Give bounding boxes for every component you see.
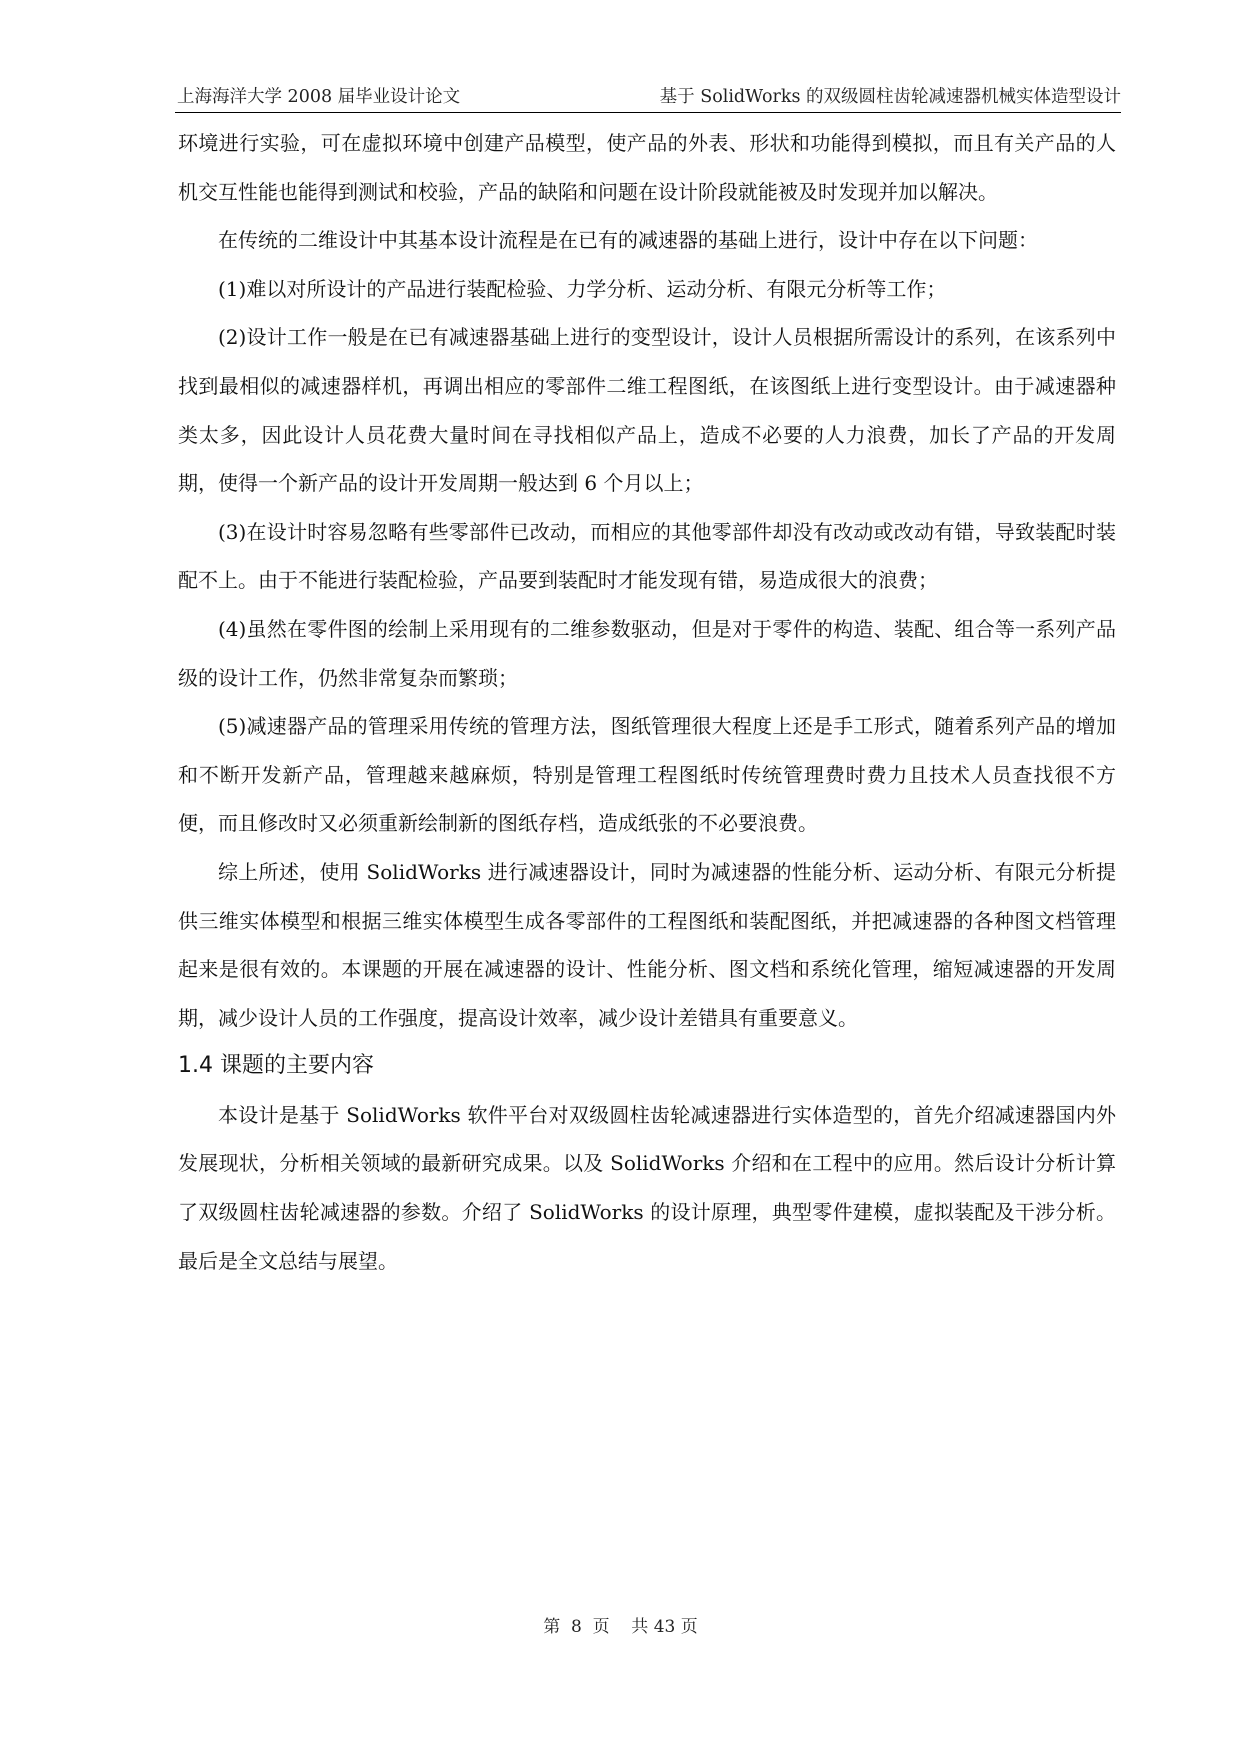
document-body [178,119,1116,1285]
header-paper-title: 基于 SolidWorks 的双级圆柱齿轮减速器机械实体造型设计 [659,87,1121,107]
paragraph-summary: 综上所述，使用 SolidWorks 进行减速器设计，同时为减速器的性能分析、运动分析、有限元分析提供三维实体模型和根据三维实体模型生成各零部件的工程图纸和装配图纸，并把减速器的各种图文档管理起来是很有效的。本课题的开展在减速器的设计、性能分析、图文档和系统化管理，缩短减速器的开发周期，减少设计人员的工作强度，提高设计效率，减少设计差错具有重要意义。 [178,859,1116,1030]
page-number: 第 8 页 共 43 页 [543,1617,698,1637]
running-header [175,82,1121,113]
paragraph-problems-intro: 在传统的二维设计中其基本设计流程是在已有的减速器的基础上进行，设计中存在以下问题： [218,228,1038,253]
paragraph-problem-2: (2)设计工作一般是在已有减速器基础上进行的变型设计，设计人员根据所需设计的系列，在该系列中找到最相似的减速器样机，再调出相应的零部件二维工程图纸，在该图纸上进行变型设计。由于减速器种类太多，因此设计人员花费大量时间在寻找相似产品上，造成不必要的人力浪费，加长了产品的开发周期，使得一个新产品的设计开发周期一般达到 6 个月以上； [178,325,1116,496]
paragraph-continued: 环境进行实验，可在虚拟环境中创建产品模型，使产品的外表、形状和功能得到模拟，而且有关产品的人机交互性能也能得到测试和校验，产品的缺陷和问题在设计阶段就能被及时发现并加以解决。 [178,131,1116,204]
paragraph-problem-4: (4)虽然在零件图的绘制上采用现有的二维参数驱动，但是对于零件的构造、装配、组合等一系列产品级的设计工作，仍然非常复杂而繁琐； [178,616,1116,690]
paragraph-problem-5: (5)减速器产品的管理采用传统的管理方法，图纸管理很大程度上还是手工形式，随着系列产品的增加和不断开发新产品，管理越来越麻烦，特别是管理工程图纸时传统管理费时费力且技术人员查找很不方便，而且修改时又必须重新绘制新的图纸存档，造成纸张的不必要浪费。 [178,714,1116,836]
header-thesis-title: 上海海洋大学 2008 届毕业设计论文 [177,87,461,107]
paragraph-problem-1: (1)难以对所设计的产品进行装配检验、力学分析、运动分析、有限元分析等工作； [218,276,947,301]
section-heading: 1.4 课题的主要内容 [178,1053,374,1079]
paragraph-problem-3: (3)在设计时容易忽略有些零部件已改动，而相应的其他零部件却没有改动或改动有错，导致装配时装配不上。由于不能进行装配检验，产品要到装配时才能发现有错，易造成很大的浪费； [178,519,1116,593]
paragraph-main-content: 本设计是基于 SolidWorks 软件平台对双级圆柱齿轮减速器进行实体造型的，首先介绍减速器国内外发展现状，分析相关领域的最新研究成果。以及 SolidWorks 介绍和在工程中的应用。然后设计分析计算了双级圆柱齿轮减速器的参数。介绍了 SolidWorks 的设计原理，典型零件建模，虚拟装配及干涉分析。最后是全文总结与展望。 [178,1102,1116,1273]
